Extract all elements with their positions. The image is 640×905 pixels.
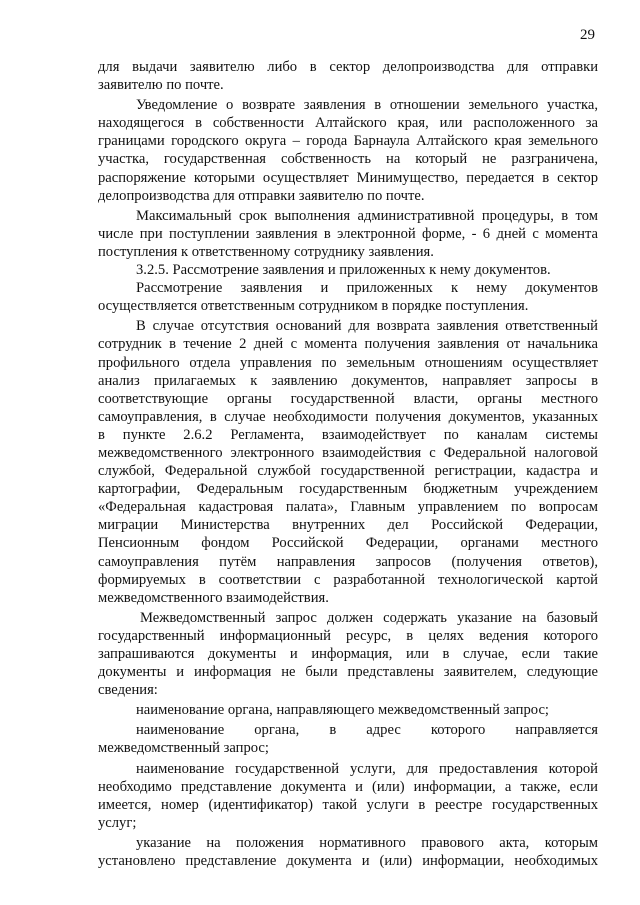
text-line: услуг; [98, 814, 137, 831]
text-line: Рассмотрение заявления и приложенных к нему документов [136, 280, 598, 297]
text-line: наименование органа, направляющего межведомственный запрос; [136, 702, 549, 719]
text-line: картографии, Федеральным государственным бюджетным учреждением [98, 481, 598, 498]
text-line: Уведомление о возврате заявления в отношении земельного участка, [136, 97, 598, 114]
text-line: формируемых в соответствии с разработанной технологической картой [98, 571, 598, 588]
text-line: Пенсионным фондом Российской Федерации, органами местного [98, 535, 598, 552]
text-line: наименование государственной услуги, для предоставления которой [136, 760, 598, 777]
text-line: самоуправления путём направления запросов (получения ответов), [98, 553, 598, 570]
text-line: «Федеральная кадастровая палата», Главным управлением по вопросам [98, 499, 598, 516]
text-line: наименование органа, в адрес которого направляется [136, 722, 598, 739]
text-line: для выдачи заявителю либо в сектор делопроизводства для отправки [98, 59, 598, 75]
text-line: межведомственного электронного взаимодействия с Федеральной налоговой [98, 444, 598, 461]
text-line: необходимо представление документа и (или) информации, а также, если [98, 778, 598, 795]
text-line: документы и информация не были представлены заявителем, следующие [98, 664, 598, 681]
text-line: миграции Министерства внутренних дел Российской Федерации, [98, 517, 598, 534]
text-line: межведомственного взаимодействия. [98, 589, 329, 606]
text-line: 3.2.5. Рассмотрение заявления и приложенных к нему документов. [136, 262, 551, 279]
text-line: числе при поступлении заявления в электронной форме, - 6 дней с момента [98, 225, 598, 242]
text-line: сведения: [98, 682, 158, 699]
text-line: имеется, номер (идентификатор) такой услуги в реестре государственных [98, 796, 598, 813]
text-line: распоряжение которыми осуществляет Минимущество, передается в сектор [98, 169, 598, 186]
text-line: профильного отдела управления по земельным отношениям осуществляет [98, 354, 598, 371]
text-line: государственный информационный ресурс, в целях ведения которого [98, 627, 598, 644]
text-line: межведомственный запрос; [98, 740, 269, 757]
text-line: делопроизводства для отправки заявителю по почте. [98, 187, 425, 204]
text-line: границами городского округа – города Барнаула Алтайского края земельного [98, 133, 598, 150]
text-line: заявителю по почте. [98, 77, 224, 94]
text-line: сотрудник в течение 2 дней с момента получения заявления от начальника [98, 336, 598, 353]
text-line: установлено представление документа и (или) информации, необходимых [98, 853, 598, 870]
document-body [98, 58, 598, 870]
text-line: службой, Федеральной службой государственной регистрации, кадастра и [98, 463, 598, 480]
text-line: указание на положения нормативного правового акта, которым [136, 834, 598, 851]
page-number: 29 [580, 27, 595, 43]
text-line: осуществляется ответственным сотрудником в порядке поступления. [98, 298, 529, 315]
text-line: самоуправления, в случае необходимости получения документов, указанных [98, 408, 598, 425]
text-line: Межведомственный запрос должен содержать указание на базовый [140, 609, 598, 626]
text-line: В случае отсутствия оснований для возврата заявления ответственный [136, 318, 598, 335]
text-line: анализ прилагаемых к заявлению документов, направляет запросы в [98, 372, 598, 389]
text-line: участка, государственная собственность на который не разграничена, [98, 151, 598, 168]
text-line: находящегося в собственности Алтайского края, или расположенного за [98, 115, 598, 132]
text-line: запрашиваются документы и информация, или в случае, если такие [98, 646, 598, 662]
text-line: поступления к ответственному сотруднику заявления. [98, 243, 434, 260]
text-line: в пункте 2.6.2 Регламента, взаимодействует по каналам системы [98, 426, 598, 443]
text-line: соответствующие органы государственной власти, органы местного [98, 390, 598, 407]
text-line: Максимальный срок выполнения административной процедуры, в том [136, 207, 598, 224]
